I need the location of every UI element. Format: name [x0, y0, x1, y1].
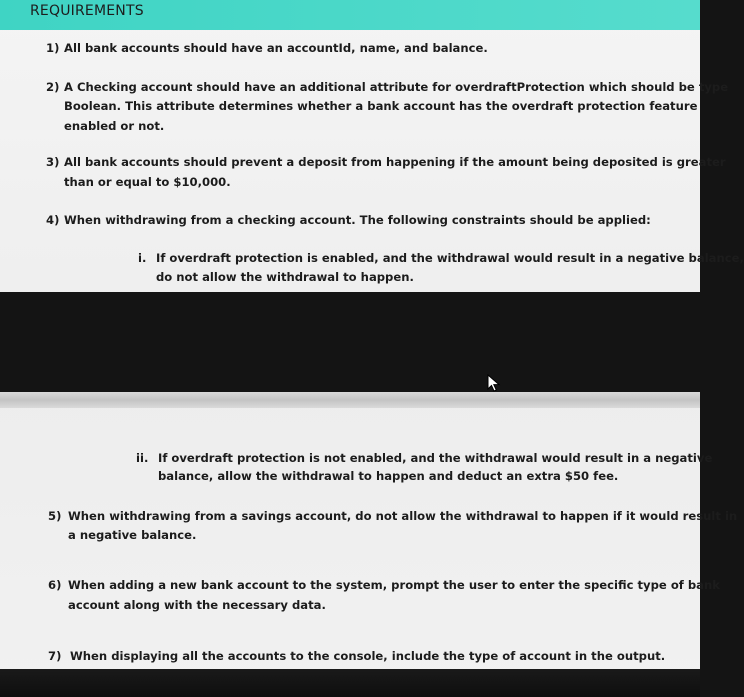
requirement-4-part: When — [64, 213, 106, 227]
requirement-4-keyword: checking account — [237, 213, 352, 227]
subitem-i-line-2: do not allow the withdrawal to happen. — [156, 270, 414, 284]
requirement-5-line-2: a negative balance. — [68, 528, 197, 542]
requirement-5-text — [68, 507, 737, 526]
requirement-4-part: . The following constraints should be applied: — [351, 213, 651, 227]
mouse-cursor-icon — [487, 374, 501, 392]
requirement-5-part: , do not allow the withdrawal to happen if it would result in — [346, 509, 738, 523]
requirement-1-number: 1) — [46, 41, 60, 55]
requirement-5-keyword: savings account — [241, 509, 347, 523]
requirement-4-part: from a — [186, 213, 238, 227]
subitem-ii-line-1: If overdraft protection is not enabled, and the withdrawal would result in a negative — [158, 451, 713, 465]
requirement-2-keyword: overdraftProtection — [455, 80, 585, 94]
requirement-2-text — [64, 78, 728, 97]
requirement-5-keyword: withdrawing — [109, 509, 191, 523]
requirement-6-line-2: account along with the necessary data. — [68, 598, 326, 612]
subitem-ii-number: ii. — [136, 451, 149, 465]
requirement-1-part: All bank accounts should have an — [64, 41, 287, 55]
requirement-5-part: from a — [190, 509, 242, 523]
requirement-6-keyword: adding a new bank account — [109, 578, 289, 592]
requirement-3-keyword: deposit — [298, 155, 348, 169]
requirement-6-text — [68, 576, 720, 595]
requirement-6-number: 6) — [48, 578, 62, 592]
page-divider — [0, 392, 700, 408]
requirement-4-number: 4) — [46, 213, 60, 227]
requirement-4-keyword: withdrawing — [105, 213, 187, 227]
requirement-2-keyword: Checking account — [77, 80, 193, 94]
requirement-7-keyword: displaying — [111, 649, 179, 663]
requirement-2-line-2: Boolean. This attribute determines whether a bank account has the overdraft protection feature — [64, 99, 698, 113]
subitem-ii-line-2: balance, allow the withdrawal to happen and deduct an extra $50 fee. — [158, 469, 619, 483]
bottom-edge — [0, 669, 700, 697]
requirement-3-number: 3) — [46, 155, 60, 169]
subitem-i-line-1: If overdraft protection is enabled, and the withdrawal would result in a negative balance, — [156, 251, 744, 265]
requirement-2-part: which should be type — [584, 80, 729, 94]
subitem-i-number: i. — [138, 251, 147, 265]
requirement-2-part: A — [64, 80, 78, 94]
page-title: REQUIREMENTS — [30, 3, 144, 19]
requirement-5-number: 5) — [48, 509, 62, 523]
requirement-3-text — [64, 153, 726, 172]
requirement-3-part: from happening if the amount being deposited is greater — [347, 155, 726, 169]
requirements-header — [0, 0, 700, 30]
requirement-2-part: should have an additional attribute for — [192, 80, 456, 94]
requirement-7-part: all the accounts to the console, include the type of account in the output. — [178, 649, 666, 663]
requirement-6-part: When — [68, 578, 110, 592]
requirement-2-line-3: enabled or not. — [64, 119, 165, 133]
requirement-1-text — [64, 39, 488, 58]
requirement-1-keyword: accountId — [286, 41, 352, 55]
requirement-3-part: All bank accounts should prevent a — [64, 155, 299, 169]
requirement-2-number: 2) — [46, 80, 60, 94]
requirement-7-part: When — [70, 649, 112, 663]
requirement-1-part: , name, and balance. — [351, 41, 488, 55]
requirement-4-text — [64, 211, 651, 230]
page-gap — [0, 292, 700, 392]
requirement-6-part: to the system, prompt the user to enter the specific type of bank — [288, 578, 720, 592]
requirement-3-line-2: than or equal to $10,000. — [64, 175, 231, 189]
requirement-7-number: 7) — [48, 649, 62, 663]
requirement-5-part: When — [68, 509, 110, 523]
requirement-7-text — [70, 647, 665, 666]
